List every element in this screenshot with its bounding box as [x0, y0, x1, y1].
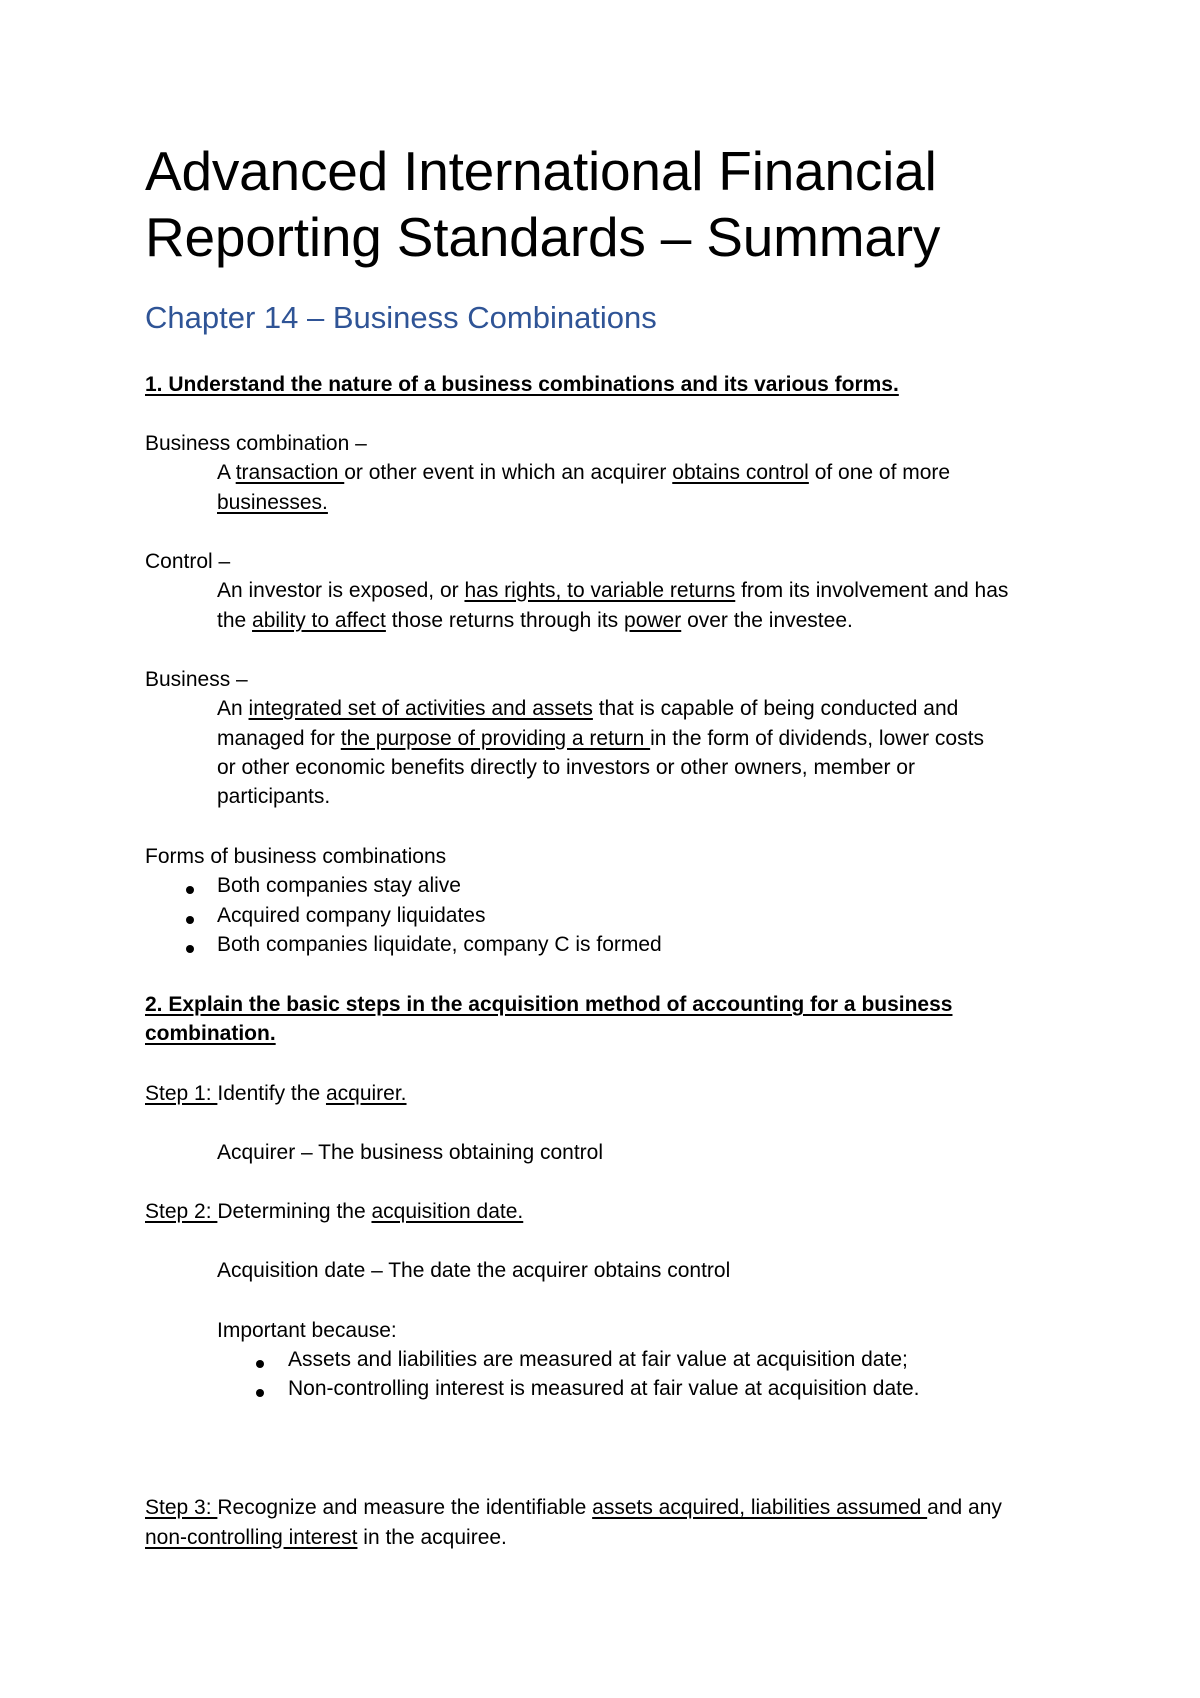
step-3-line-1: Step 3: Recognize and measure the identifiable assets acquired, liabilities assumed and any [145, 1496, 1002, 1519]
business-definition-line-4: participants. [217, 785, 331, 808]
business-definition-line-2: managed for the purpose of providing a return in the form of dividends, lower costs [217, 727, 984, 750]
chapter-heading: Chapter 14 – Business Combinations [145, 300, 657, 335]
step-1-definition: Acquirer – The business obtaining control [217, 1141, 604, 1164]
business-combination-definition-line-1: A transaction or other event in which an acquirer obtains control of one of more [217, 461, 951, 484]
important-list-item: Non-controlling interest is measured at fair value at acquisition date. [288, 1377, 920, 1400]
business-term: Business – [145, 668, 248, 691]
important-list-item: Assets and liabilities are measured at fair value at acquisition date; [288, 1348, 908, 1371]
step-2-definition: Acquisition date – The date the acquirer obtains control [217, 1259, 731, 1282]
forms-list-item: Both companies liquidate, company C is formed [217, 933, 662, 956]
bullet-icon [256, 1360, 264, 1368]
step-3-line-2: non-controlling interest in the acquiree. [145, 1526, 507, 1549]
important-label: Important because: [217, 1319, 397, 1342]
business-definition-line-3: or other economic benefits directly to investors or other owners, member or [217, 756, 915, 779]
business-definition-line-1: An integrated set of activities and assets that is capable of being conducted and [217, 697, 959, 720]
business-combination-definition-line-2: businesses. [217, 491, 328, 514]
step-2: Step 2: Determining the acquisition date. [145, 1200, 524, 1223]
control-term: Control – [145, 550, 231, 573]
section-2-heading-line-1: 2. Explain the basic steps in the acquisition method of accounting for a business [145, 993, 953, 1016]
title-line-1: Advanced International Financial [145, 140, 937, 202]
document-title [145, 138, 1105, 270]
forms-list-item: Acquired company liquidates [217, 904, 486, 927]
bullet-icon [186, 916, 194, 924]
bullet-icon [256, 1389, 264, 1397]
section-1-heading: 1. Understand the nature of a business combinations and its various forms. [145, 373, 899, 396]
forms-label: Forms of business combinations [145, 845, 447, 868]
business-combination-term: Business combination – [145, 432, 367, 455]
forms-list-item: Both companies stay alive [217, 874, 461, 897]
bullet-icon [186, 886, 194, 894]
title-line-2: Reporting Standards – Summary [145, 206, 941, 268]
section-2-heading-line-2: combination. [145, 1022, 276, 1045]
control-definition-line-1: An investor is exposed, or has rights, to variable returns from its involvement and has [217, 579, 1009, 602]
bullet-icon [186, 945, 194, 953]
step-1: Step 1: Identify the acquirer. [145, 1082, 407, 1105]
control-definition-line-2: the ability to affect those returns through its power over the investee. [217, 609, 853, 632]
